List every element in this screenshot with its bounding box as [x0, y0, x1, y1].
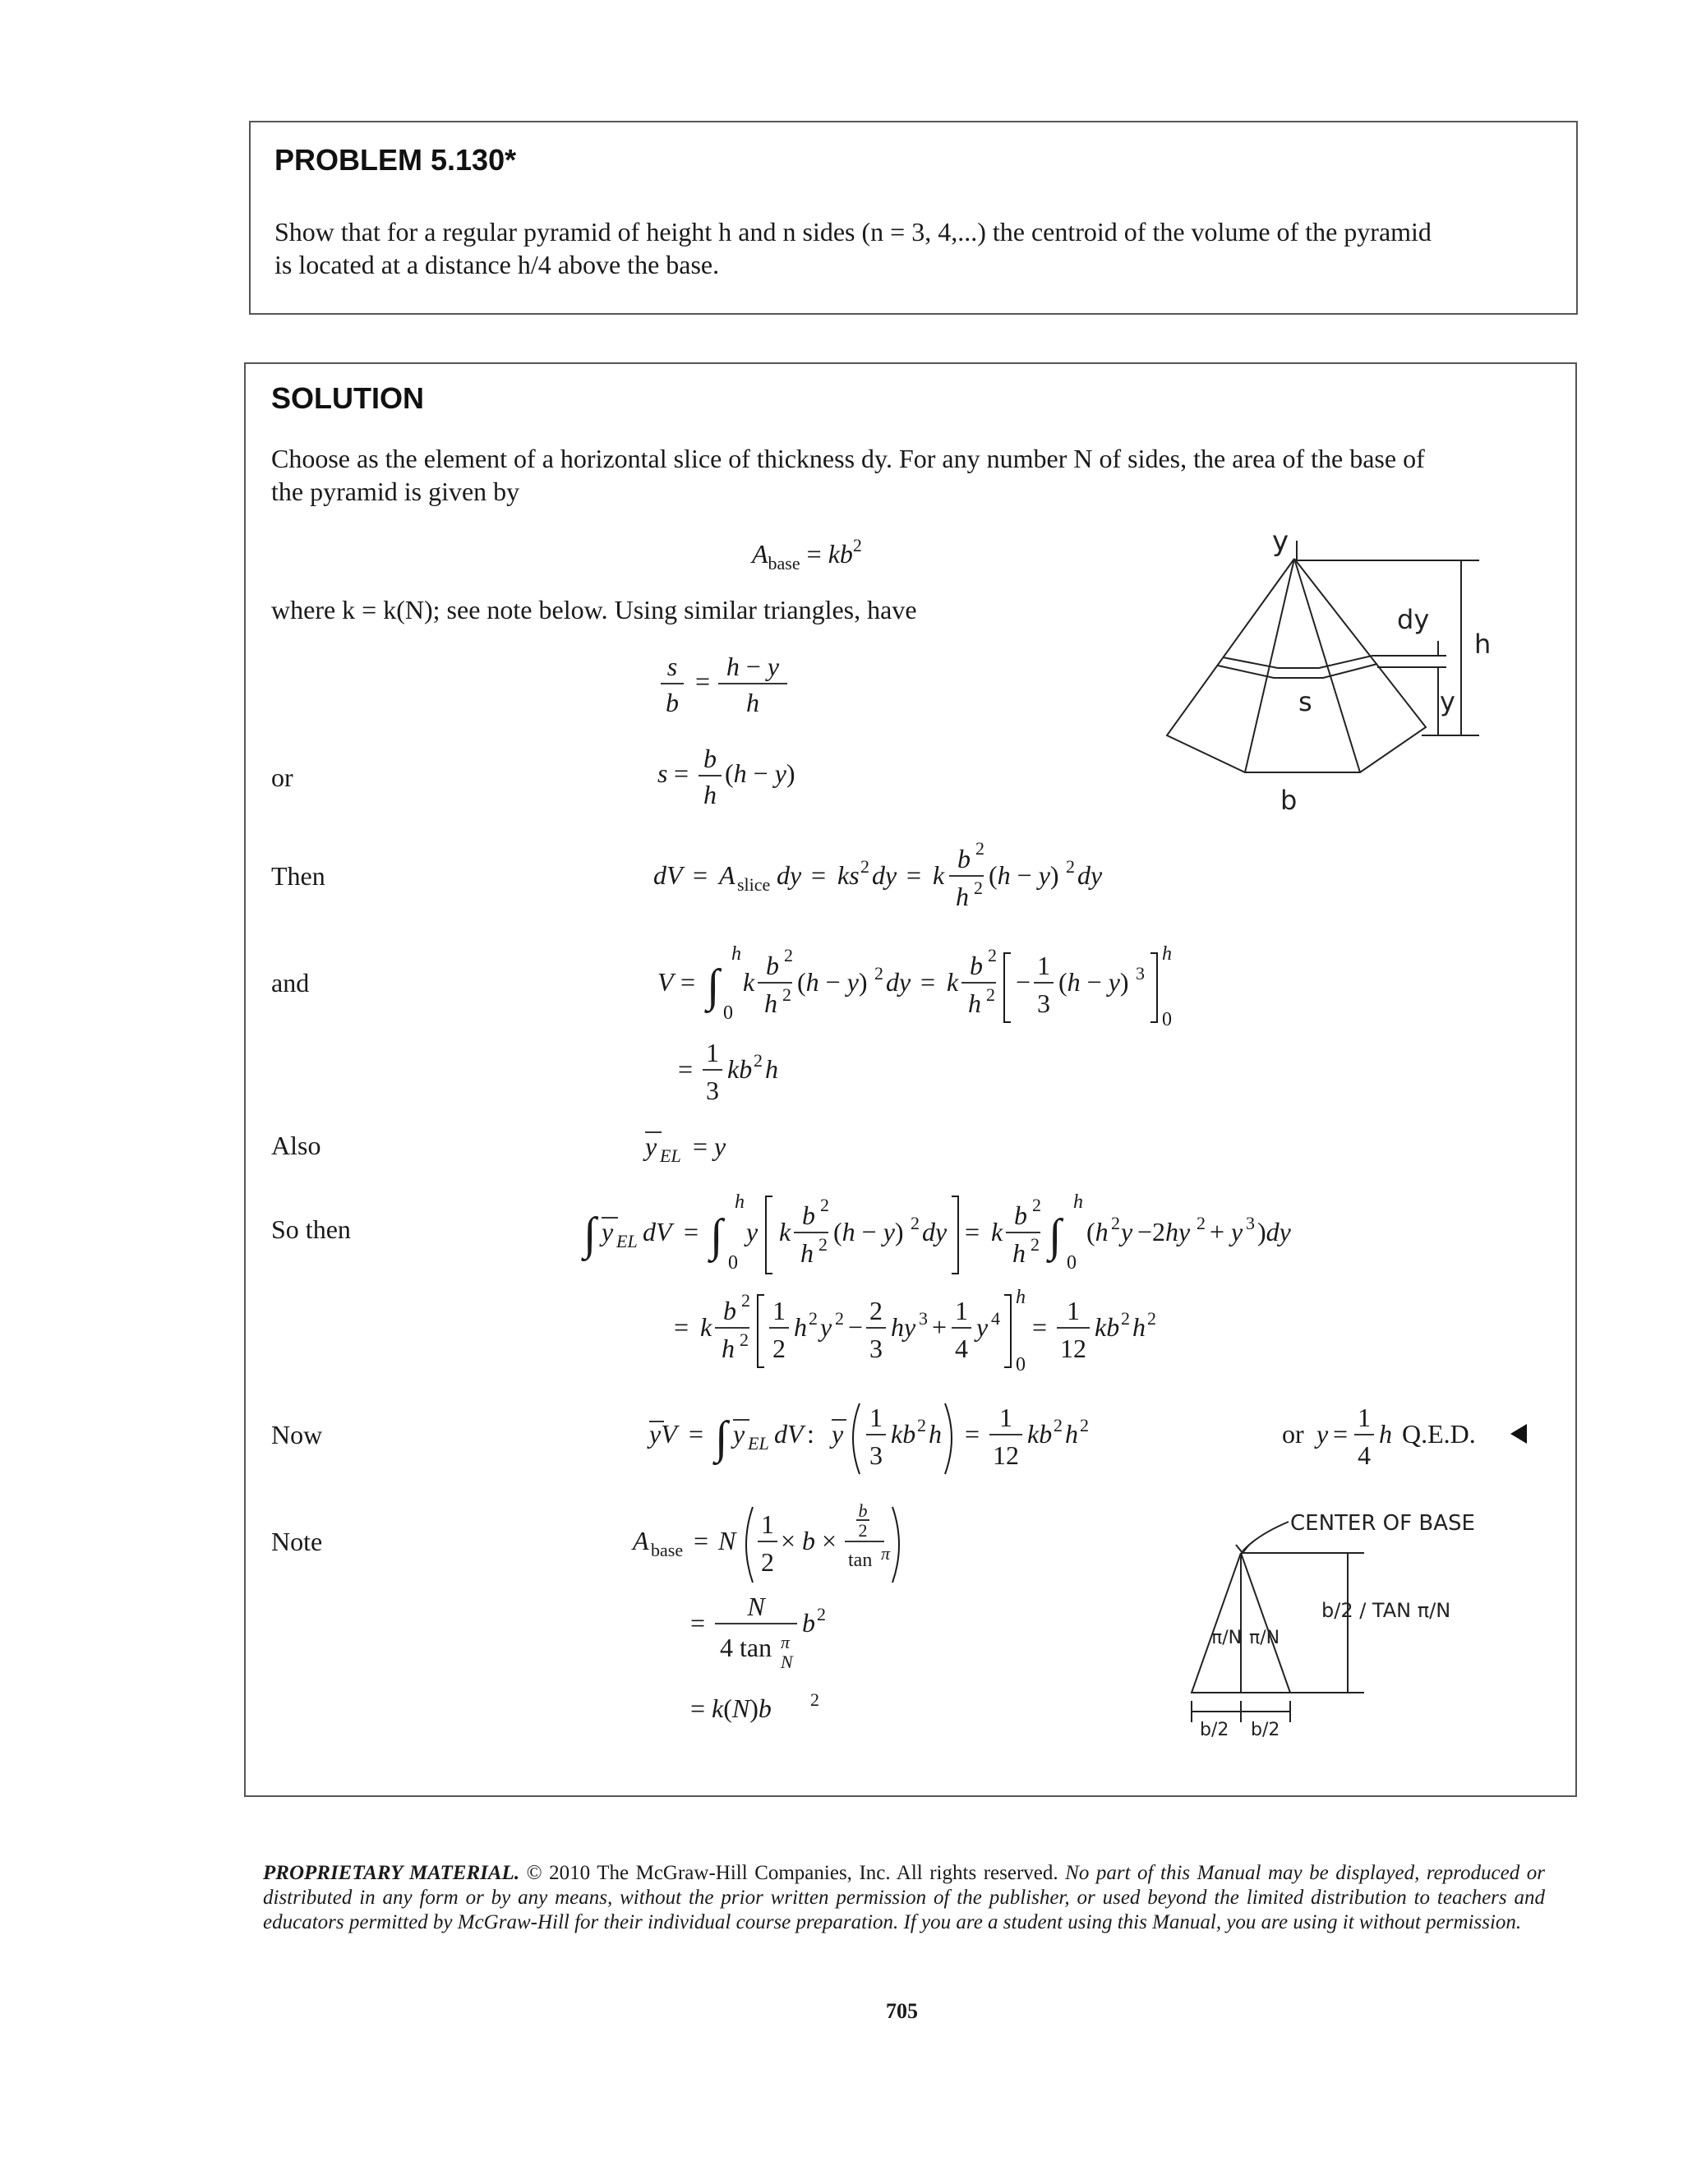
svg-text:h: h — [703, 780, 717, 809]
svg-text:2: 2 — [974, 878, 983, 898]
svg-text:dy: dy — [777, 860, 802, 890]
svg-text:h: h — [1065, 1419, 1078, 1449]
svg-text:V: V — [657, 967, 674, 997]
svg-text:kb: kb — [891, 1419, 916, 1449]
svg-text:(h: (h — [1086, 1217, 1109, 1246]
pyramid-s-label: s — [1298, 686, 1312, 717]
svg-text:2: 2 — [740, 1329, 749, 1350]
svg-text:π: π — [881, 1543, 891, 1564]
svg-text:2: 2 — [809, 1308, 818, 1329]
svg-text:y: y — [746, 1217, 759, 1246]
svg-text:2: 2 — [810, 1689, 819, 1710]
svg-text:=: = — [674, 1312, 689, 1342]
svg-text:k: k — [933, 860, 945, 890]
base-triangle-figure — [1167, 1495, 1545, 1742]
svg-text:Abase = kb2: $A_{base} = kb^2$ — [752, 535, 862, 574]
svg-text:= y: = y — [693, 1131, 726, 1161]
svg-text:0: 0 — [1016, 1354, 1026, 1375]
svg-text:y: y — [832, 1419, 844, 1449]
svg-text:+: + — [932, 1312, 948, 1342]
svg-text:k: k — [991, 1217, 1003, 1246]
svg-text:1: 1 — [955, 1296, 968, 1325]
svg-text:2: 2 — [817, 1604, 826, 1624]
svg-text:ks: ks — [837, 860, 860, 890]
svg-text:2: 2 — [1147, 1308, 1156, 1329]
svg-text:h: h — [800, 1238, 814, 1268]
svg-text:1: 1 — [706, 1038, 719, 1067]
svg-text:2: 2 — [860, 856, 869, 877]
footer-notice-text: No part of this Manual may be displayed, reproduced or distributed in any form or by any means, without the prior written permission of the publisher, or used beyond the limited distribution to teachers and educators permitted by McGraw-Hill for their individual course preparation. If you are a student using this Manual, you are using it without permission. — [263, 1862, 1545, 1933]
footer-copyright: © 2010 The McGraw-Hill Companies, Inc. All rights reserved. — [526, 1862, 1058, 1884]
equation-y-el — [645, 1122, 777, 1172]
svg-text:2: 2 — [917, 1415, 926, 1435]
svg-text:1: 1 — [999, 1403, 1012, 1432]
result-qed — [1282, 1389, 1561, 1479]
svg-text:−2hy: −2hy — [1137, 1217, 1191, 1246]
equation-dv — [653, 830, 1179, 920]
pyramid-b-label: b — [1280, 785, 1298, 816]
svg-text:4: 4 — [991, 1308, 1000, 1329]
svg-text:base: base — [651, 1540, 684, 1560]
center-of-base-label: CENTER OF BASE — [1290, 1511, 1475, 1536]
svg-text:−: − — [1016, 967, 1031, 997]
svg-text:h: h — [956, 882, 969, 911]
footer-lead: PROPRIETARY MATERIAL. — [263, 1862, 520, 1884]
svg-text:2: 2 — [1111, 1213, 1120, 1233]
svg-text:y: y — [1316, 1419, 1329, 1449]
svg-text:k: k — [700, 1312, 712, 1342]
svg-text:2: 2 — [869, 1296, 883, 1325]
equation-first-moment — [583, 1183, 1339, 1282]
svg-text:hy: hy — [891, 1312, 916, 1342]
pyramid-dy-label: dy — [1397, 604, 1430, 635]
svg-text:b: b — [1014, 1200, 1027, 1230]
svg-text:(h − y): (h − y) — [833, 1217, 904, 1246]
svg-text:∫: ∫ — [583, 1209, 597, 1260]
svg-text:b: b — [666, 688, 679, 717]
svg-text:(h − y): (h − y) — [797, 967, 868, 997]
label-so-then: So then — [271, 1214, 351, 1244]
svg-text:dV: dV — [774, 1419, 804, 1449]
svg-text:4 tan: 4 tan — [720, 1633, 772, 1662]
half-base-label-right: b/2 — [1251, 1720, 1280, 1740]
svg-text:dV: dV — [643, 1217, 672, 1246]
label-or: or — [271, 763, 293, 792]
svg-text:EL: EL — [748, 1433, 769, 1454]
svg-text:y: y — [1121, 1217, 1133, 1246]
svg-text:× b ×: × b × — [781, 1526, 837, 1555]
equation-volume — [657, 937, 1233, 1035]
svg-text:=: = — [965, 1419, 980, 1449]
svg-text:N: N — [747, 1592, 765, 1621]
svg-text:h: h — [731, 943, 741, 965]
svg-text:2: 2 — [911, 1213, 920, 1233]
svg-text:2: 2 — [835, 1308, 844, 1329]
svg-text:0: 0 — [723, 1002, 733, 1024]
svg-text:2: 2 — [782, 984, 791, 1005]
svg-text:b: b — [802, 1608, 815, 1638]
svg-text:3: 3 — [1136, 963, 1145, 984]
svg-text:y: y — [733, 1419, 745, 1449]
where-text: where k = k(N); see note below. Using similar triangles, have — [271, 595, 917, 624]
svg-text:2: 2 — [754, 1050, 763, 1071]
svg-text:2: 2 — [1032, 1195, 1041, 1215]
svg-text:3: 3 — [869, 1440, 883, 1470]
svg-text:2: 2 — [818, 1234, 828, 1255]
svg-text:kb: kb — [1095, 1312, 1120, 1342]
pyramid-y-axis-label: y — [1272, 525, 1289, 558]
svg-text:2: 2 — [820, 1195, 829, 1215]
svg-text:2: 2 — [1197, 1213, 1206, 1233]
svg-text:b: b — [858, 1500, 868, 1521]
svg-text:2: 2 — [1031, 1234, 1040, 1255]
svg-text:)dy: )dy — [1257, 1217, 1291, 1246]
svg-text:12: 12 — [993, 1440, 1019, 1470]
svg-text:2: 2 — [986, 984, 995, 1005]
svg-text:=: = — [965, 1217, 980, 1246]
svg-text:∫: ∫ — [1049, 1210, 1062, 1261]
problem-statement-line-2: is located at a distance h/4 above the base. — [274, 250, 720, 279]
svg-text:h: h — [735, 1191, 745, 1213]
solution-intro-line-2: the pyramid is given by — [271, 477, 520, 506]
svg-text:2: 2 — [1066, 856, 1075, 877]
svg-text:y: y — [976, 1312, 989, 1342]
svg-text:(h − y): (h − y) — [1058, 967, 1129, 997]
problem-statement-line-1: Show that for a regular pyramid of height h and n sides (n = 3, 4,...) the centroid of the volume of the pyramid — [274, 217, 1432, 247]
svg-text:h: h — [722, 1334, 735, 1363]
page-number: 705 — [886, 1999, 918, 2023]
svg-text:2: 2 — [784, 945, 793, 965]
svg-text:h: h — [1162, 943, 1172, 965]
svg-text:+ y: + y — [1210, 1217, 1243, 1246]
svg-text:=: = — [811, 860, 827, 890]
label-now: Now — [271, 1420, 323, 1449]
footer-notice — [263, 1861, 1545, 1935]
svg-text:2: 2 — [874, 963, 883, 984]
svg-text:dy: dy — [872, 860, 897, 890]
svg-text:k: k — [947, 967, 959, 997]
svg-text:h: h — [765, 1054, 778, 1084]
svg-text:1: 1 — [869, 1403, 883, 1432]
svg-text:s: s — [666, 652, 678, 681]
equation-note-base-area — [633, 1495, 929, 1594]
solution-title: SOLUTION — [271, 381, 424, 415]
svg-text:h: h — [794, 1312, 807, 1342]
svg-text:(h − y): (h − y) — [989, 860, 1059, 890]
svg-text:0: 0 — [1162, 1009, 1172, 1030]
equation-slice-side — [657, 740, 855, 822]
svg-text:=: = — [1032, 1312, 1048, 1342]
problem-title: PROBLEM 5.130* — [274, 143, 517, 177]
svg-text::: : — [807, 1419, 814, 1449]
base-dim-label: b/2 / TAN π/N — [1321, 1599, 1451, 1622]
pyramid-y-dim-label: y — [1440, 686, 1455, 717]
equation-first-moment-result — [674, 1282, 1249, 1380]
svg-text:∫: ∫ — [707, 961, 720, 1011]
svg-text:yV: yV — [649, 1419, 677, 1449]
svg-text:=: = — [695, 666, 711, 696]
label-and: and — [271, 968, 310, 998]
svg-text:1: 1 — [761, 1509, 774, 1539]
svg-text:(h − y): (h − y) — [725, 758, 795, 788]
equation-base-area — [752, 530, 949, 574]
svg-text:h: h — [968, 988, 981, 1018]
equation-note-k — [690, 1684, 871, 1734]
svg-text:y: y — [820, 1312, 832, 1342]
svg-text:3: 3 — [706, 1076, 719, 1105]
svg-text:=: = — [906, 860, 922, 890]
svg-text:h: h — [746, 688, 759, 717]
label-also: Also — [271, 1131, 321, 1160]
svg-text:= k(N)b: = k(N)b — [690, 1693, 772, 1723]
svg-text:∫: ∫ — [710, 1210, 723, 1261]
svg-text:h: h — [929, 1419, 942, 1449]
svg-text:2: 2 — [761, 1547, 774, 1577]
svg-text:dy: dy — [886, 967, 911, 997]
label-note: Note — [271, 1527, 323, 1556]
svg-text:N: N — [781, 1652, 793, 1672]
svg-text:π: π — [781, 1632, 791, 1652]
svg-text:2: 2 — [1121, 1308, 1130, 1329]
svg-text:3: 3 — [1246, 1213, 1255, 1233]
svg-text:∫: ∫ — [715, 1412, 728, 1463]
svg-text:A: A — [719, 860, 735, 890]
svg-text:4: 4 — [1358, 1440, 1371, 1470]
svg-text:N: N — [718, 1526, 736, 1555]
pyramid-h-label: h — [1474, 629, 1492, 660]
equation-volume-result — [678, 1037, 842, 1119]
label-then: Then — [271, 861, 325, 891]
svg-text:=: = — [920, 967, 936, 997]
svg-text:y: y — [602, 1217, 614, 1246]
svg-text:3: 3 — [919, 1308, 928, 1329]
svg-text:2: 2 — [988, 945, 997, 965]
svg-text:=: = — [680, 967, 696, 997]
svg-text:2: 2 — [741, 1290, 750, 1311]
svg-text:b: b — [766, 951, 779, 980]
svg-text:EL: EL — [660, 1145, 681, 1166]
equation-similar-triangles — [657, 649, 822, 731]
svg-text:EL: EL — [616, 1231, 638, 1251]
svg-text:b: b — [957, 844, 971, 873]
svg-text:h − y: h − y — [726, 652, 780, 681]
svg-text:−: − — [848, 1312, 864, 1342]
svg-text:=: = — [674, 758, 689, 788]
svg-text:Q.E.D.: Q.E.D. — [1402, 1419, 1476, 1449]
svg-text:k: k — [743, 967, 755, 997]
svg-text:dy: dy — [1077, 860, 1103, 890]
svg-text:=: = — [678, 1054, 694, 1084]
svg-text:b: b — [970, 951, 983, 980]
svg-text:=: = — [693, 860, 708, 890]
svg-text:0: 0 — [1067, 1252, 1077, 1274]
svg-text:0: 0 — [728, 1252, 738, 1274]
svg-text:2: 2 — [1080, 1415, 1089, 1435]
svg-text:=: = — [690, 1608, 706, 1638]
svg-text:tan: tan — [848, 1550, 873, 1571]
svg-text:1: 1 — [1358, 1403, 1371, 1432]
base-angle-label-right: π/N — [1249, 1628, 1280, 1648]
svg-text:h: h — [1012, 1238, 1026, 1268]
svg-text:dV: dV — [653, 860, 683, 890]
svg-text:b: b — [802, 1200, 815, 1230]
svg-text:1: 1 — [1067, 1296, 1080, 1325]
svg-text:2: 2 — [975, 838, 984, 859]
svg-text:A: A — [633, 1526, 649, 1555]
svg-text:y: y — [645, 1131, 657, 1161]
svg-text:12: 12 — [1060, 1334, 1086, 1363]
svg-text:=: = — [1333, 1419, 1349, 1449]
svg-text:4: 4 — [955, 1334, 968, 1363]
svg-text:2: 2 — [772, 1334, 786, 1363]
svg-text:1: 1 — [1037, 951, 1050, 980]
equation-centroid — [649, 1389, 1175, 1487]
base-angle-label-left: π/N — [1211, 1628, 1243, 1648]
svg-text:h: h — [1073, 1191, 1083, 1213]
svg-text:b: b — [703, 744, 717, 773]
svg-text:h: h — [1379, 1419, 1392, 1449]
pyramid-figure — [1150, 526, 1496, 822]
svg-text:b: b — [723, 1296, 736, 1325]
svg-text:3: 3 — [1037, 988, 1050, 1018]
half-base-label-left: b/2 — [1200, 1720, 1229, 1740]
svg-text:s: s — [657, 758, 668, 788]
svg-text:2: 2 — [858, 1520, 868, 1541]
svg-text:=: = — [689, 1419, 704, 1449]
svg-text:kb: kb — [727, 1054, 753, 1084]
svg-text:kb: kb — [1027, 1419, 1053, 1449]
svg-text:2: 2 — [1054, 1415, 1063, 1435]
svg-text:slice: slice — [737, 874, 771, 895]
equation-note-simplified — [690, 1586, 871, 1676]
svg-text:=: = — [684, 1217, 699, 1246]
svg-text:h: h — [764, 988, 777, 1018]
svg-text:dy: dy — [922, 1217, 948, 1246]
svg-text:3: 3 — [869, 1334, 883, 1363]
svg-text:h: h — [1132, 1312, 1146, 1342]
svg-text:=: = — [694, 1526, 709, 1555]
svg-text:1: 1 — [772, 1296, 786, 1325]
svg-text:or: or — [1282, 1419, 1304, 1449]
svg-text:k: k — [779, 1217, 791, 1246]
solution-intro-line-1: Choose as the element of a horizontal slice of thickness dy. For any number N of sides, the area of the base of — [271, 444, 1425, 473]
svg-text:h: h — [1016, 1287, 1026, 1308]
